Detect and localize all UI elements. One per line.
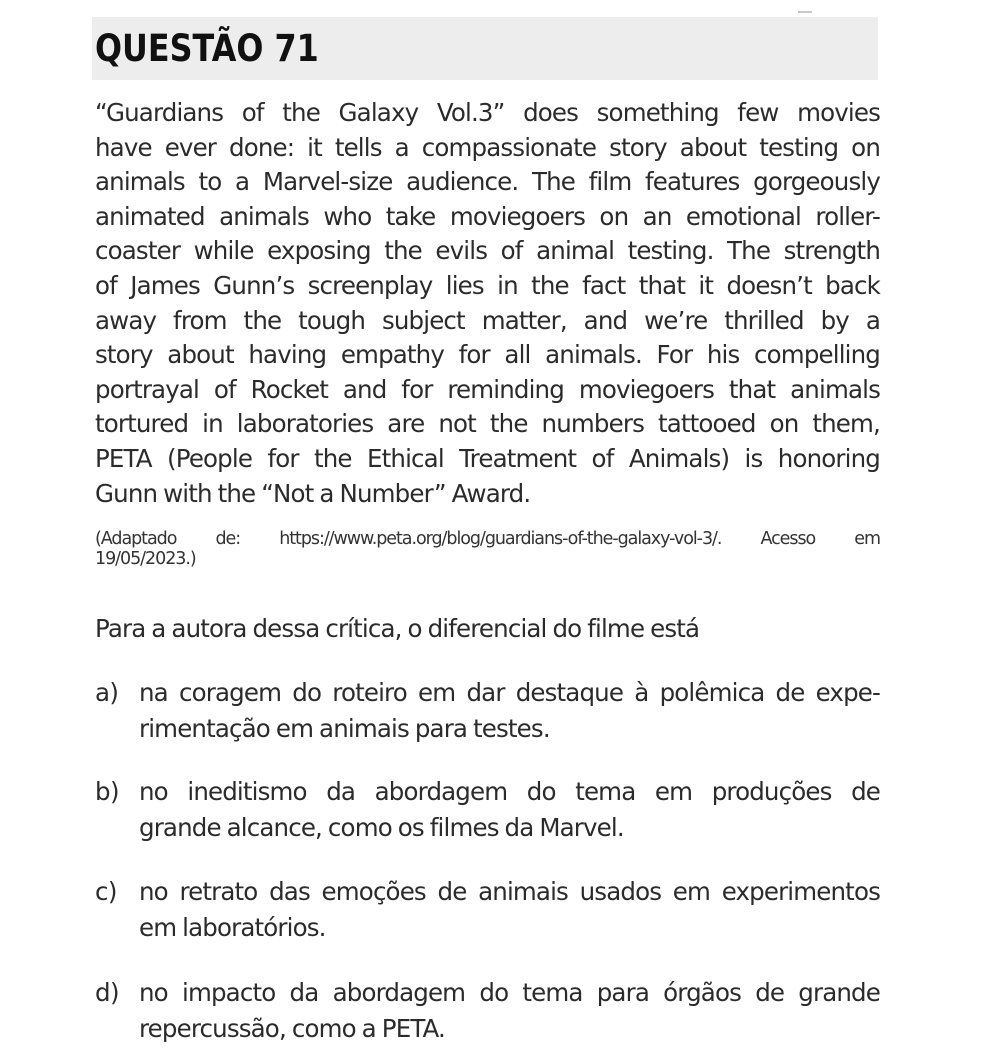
passage-line: animated animals who take moviegoers on an emotional roller- (95, 201, 880, 231)
option-letter: a) (95, 678, 119, 707)
option-line: no impacto da abordagem do tema para órgãos de grande (139, 978, 880, 1007)
option-line: grande alcance, como os filmes da Marvel. (139, 812, 624, 842)
option-line: no ineditismo da abordagem do tema em produções de (139, 777, 880, 806)
passage-line: of James Gunn’s screenplay lies in the fact that it doesn’t back (95, 270, 880, 300)
option-line: no retrato das emoções de animais usados em experimentos (139, 877, 880, 906)
passage-line: have ever done: it tells a compassionate story about testing on (95, 132, 880, 162)
option-letter: c) (95, 877, 117, 906)
passage-line: story about having empathy for all animals. For his compelling (95, 340, 880, 370)
option-text (139, 774, 880, 845)
option-line: rimentação em animais para testes. (139, 713, 550, 743)
option-line: repercussão, como a PETA. (139, 1013, 445, 1043)
passage-line: portrayal of Rocket and for reminding moviegoers that animals (95, 374, 880, 404)
option-letter: d) (95, 978, 119, 1007)
source-line: 19/05/2023.) (95, 549, 196, 569)
passage-line: tortured in laboratories are not the numbers tattooed on them, (95, 409, 880, 439)
question-stem: Para a autora dessa crítica, o diferencial do filme está (95, 614, 700, 643)
option-text (139, 874, 880, 945)
passage-line: Gunn with the “Not a Number” Award. (95, 478, 531, 508)
passage-line: coaster while exposing the evils of animal testing. The strength (95, 236, 880, 266)
option-letter: b) (95, 777, 119, 806)
option-text (139, 675, 880, 746)
source-line: (Adaptado de: https://www.peta.org/blog/guardians-of-the-galaxy-vol-3/. Acesso em (95, 529, 880, 549)
passage-line: animals to a Marvel-size audience. The film features gorgeously (95, 167, 880, 197)
passage-text (95, 96, 880, 511)
question-title: QUESTÃO 71 (95, 27, 319, 70)
option-text (139, 975, 880, 1046)
passage-line: away from the tough subject matter, and we’re thrilled by a (95, 305, 880, 335)
scan-mark (798, 11, 812, 13)
option-line: na coragem do roteiro em dar destaque à polêmica de expe- (139, 678, 880, 707)
passage-line: “Guardians of the Galaxy Vol.3” does something few movies (95, 98, 880, 127)
passage-line: PETA (People for the Ethical Treatment of Animals) is honoring (95, 443, 880, 473)
option-line: em laboratórios. (139, 912, 326, 942)
source-citation (95, 529, 880, 569)
